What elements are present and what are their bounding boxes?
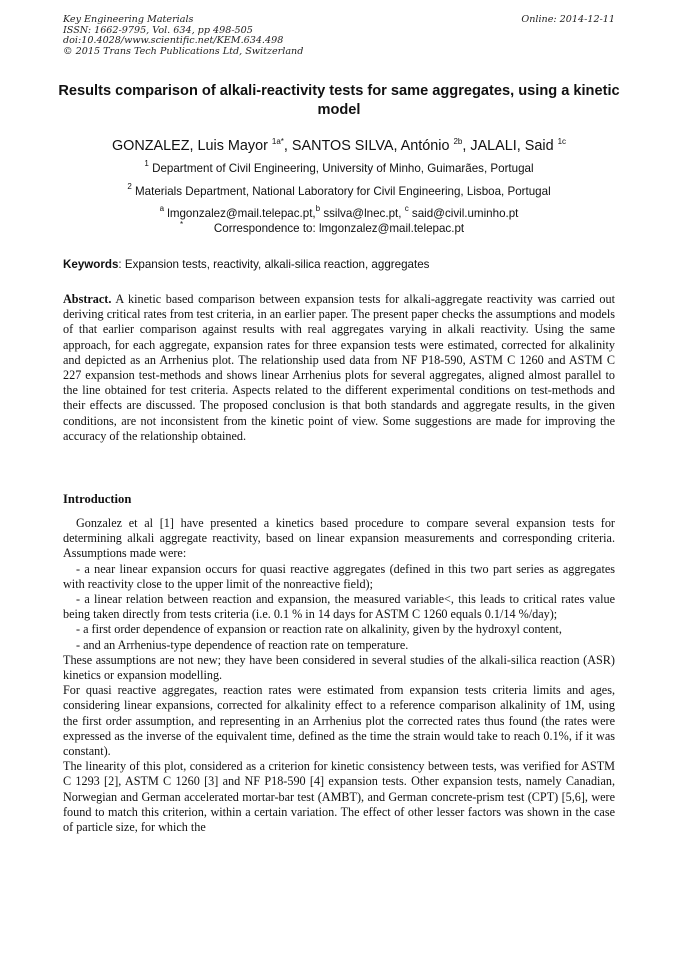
author-1: GONZALEZ, Luis Mayor	[111, 138, 272, 154]
intro-bullet-2: - a linear relation between reaction and expansion, the measured variable<, this leads to critical rates value being taken directly from tests criteria (i.e. 0.1 % in 14 days for ASTM C 1260 equals 0.1/14 %/day);	[63, 592, 615, 622]
intro-bullet-4: - and an Arrhenius-type dependence of reaction rate on temperature.	[76, 637, 409, 652]
intro-bullet-3: - a first order dependence of expansion or reaction rate on alkalinity, given by the hydroxyl content,	[76, 622, 562, 637]
author-3: , JALALI, Said	[462, 138, 558, 154]
keywords-text: : Expansion tests, reactivity, alkali-silica reaction, aggregates	[118, 258, 430, 271]
journal-header	[63, 15, 615, 57]
email-c: said@civil.uminho.pt	[408, 207, 519, 220]
doi-line: doi:10.4028/www.scientific.net/KEM.634.498	[63, 35, 284, 47]
intro-paragraph-4: The linearity of this plot, considered as a criterion for kinetic consistency between tests, was verified for ASTM C 1293 [2], ASTM C 1260 [3] and NF P18-590 [4] expansion tests. Other expansion tests, namely Canadian, Norwegian and German accelerated mortar-bar test (AMBT), and German concrete-prism test (CPT) [5,6], were found to match this criterion, within a certain variation. The effect of other lesser factors was shown in the case of particle size, for which the	[63, 759, 615, 835]
email-a: lmgonzalez@mail.telepac.pt,	[164, 207, 316, 220]
introduction-heading: Introduction	[63, 492, 132, 506]
paper-title: Results comparison of alkali-reactivity tests for same aggregates, using a kinetic model	[58, 83, 620, 118]
email-line	[20, 202, 658, 221]
email-b: ssilva@lnec.pt,	[320, 207, 405, 220]
affiliation-1	[20, 157, 658, 176]
intro-paragraph-2: These assumptions are not new; they have been considered in several studies of the alkali-silica reaction (ASR) kinetics or expansion modelling.	[63, 652, 615, 683]
affiliation-2-sup: 2	[127, 182, 132, 191]
abstract-label: Abstract.	[63, 292, 112, 306]
correspondence-line	[20, 222, 658, 236]
author-1-sup: 1a*	[271, 137, 284, 146]
affiliation-1-text: Department of Civil Engineering, University of Minho, Guimarães, Portugal	[148, 162, 534, 175]
author-3-sup: 1c	[557, 137, 567, 146]
keywords-label: Keywords	[63, 258, 119, 271]
email-a-sup: a	[159, 204, 165, 213]
email-b-sup: b	[315, 204, 321, 213]
affiliation-1-sup: 1	[144, 159, 149, 168]
intro-bullet-1: - a near linear expansion occurs for quasi reactive aggregates (defined in this two part series as aggregates with reactivity close to the upper limit of the nonreactive field);	[63, 561, 615, 591]
intro-paragraph-3: For quasi reactive aggregates, reaction rates were estimated from expansion tests criteria limits and ages, considering linear expansions, corrected for alkalinity effect to a reference comparison alkalinity of 1M, using the first order assumption, and representing in an Arrhenius plot the corrected rates thus found (the rates were expressed as the inverse of the equivalent time, defined as the time the strain would take to reach 0.1%, if it was constant).	[63, 683, 615, 759]
abstract	[63, 292, 615, 444]
email-c-sup: c	[404, 204, 409, 213]
affiliation-2	[20, 180, 658, 199]
keywords	[63, 258, 623, 272]
copyright-line: © 2015 Trans Tech Publications Ltd, Switzerland	[63, 45, 304, 57]
author-list	[20, 133, 658, 155]
journal-name: Key Engineering Materials	[63, 14, 194, 25]
correspondence-star: *	[180, 220, 184, 229]
author-2: , SANTOS SILVA, António	[283, 138, 454, 154]
intro-paragraph-1: Gonzalez et al [1] have presented a kinetics based procedure to compare several expansion tests for determining alkali aggregate reactivity, based on linear expansion measurements and corresponding criteria. Assumptions made were:	[63, 516, 615, 561]
affiliation-2-text: Materials Department, National Laboratory for Civil Engineering, Lisboa, Portugal	[131, 185, 551, 198]
author-2-sup: 2b	[453, 137, 463, 146]
online-date: Online: 2014-12-11	[521, 14, 615, 25]
introduction-body	[63, 516, 615, 835]
abstract-text: A kinetic based comparison between expansion tests for alkali-aggregate reactivity was carried out deriving critical rates from test criteria, in an earlier paper. The present paper checks the assumptions and models of that earlier comparison against results with real aggregates varying in alkali reactivity. Using the same approach, for each aggregate, expansion rates for three expansion tests were estimated, corrected for alkalinity and depicted as an Arrhenius plot. The relationship used data from NF P18-590, ASTM C 1260 and ASTM C 227 expansion test-methods and shows linear Arrhenius plots for several aggregates, aligned almost parallel to the line obtained for test criteria. Aspects related to the different experimental conditions on test-methods and their effects are discussed. The proposed conclusion is that both standards and aggregate results, in the given conditions, are not inconsistent from the kinetic point of view. Some suggestions are made for improving the accuracy of the relationship obtained.	[63, 292, 615, 443]
correspondence-text: Correspondence to: lmgonzalez@mail.telepac.pt	[213, 222, 465, 235]
issn-line: ISSN: 1662-9795, Vol. 634, pp 498-505	[63, 24, 253, 36]
